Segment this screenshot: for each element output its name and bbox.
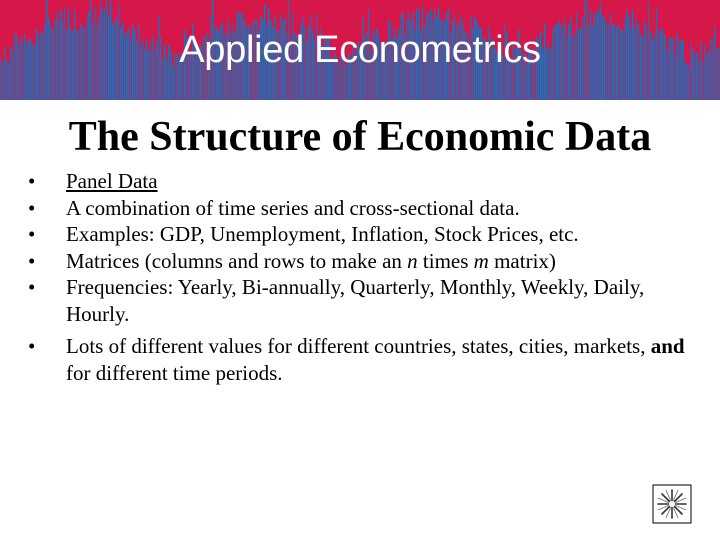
bullet-text: Frequencies: Yearly, Bi-annually, Quarterly, Monthly, Weekly, Daily, Hourly.: [66, 275, 645, 326]
bullet-text-post: matrix): [488, 248, 556, 273]
bullet-text-post: for different time periods.: [66, 360, 283, 385]
bullet-dot: •: [28, 275, 36, 299]
bullet-dot: •: [28, 248, 36, 273]
bullet-dot: •: [28, 195, 36, 220]
bullet-item: [28, 248, 708, 275]
bullet-text-pre: Matrices (columns and rows to make an: [66, 248, 408, 273]
bullet-var-n: n: [407, 248, 418, 273]
bullet-text-mid: times: [417, 248, 474, 273]
bullet-item: [28, 221, 708, 248]
slide-title: The Structure of Economic Data: [68, 114, 652, 160]
bullet-dot: •: [28, 169, 36, 193]
bullet-dot: •: [28, 222, 36, 246]
bullet-item: [28, 195, 708, 222]
starburst-logo-icon: [652, 484, 692, 524]
bullet-text: Panel Data: [66, 169, 158, 193]
bullet-item: [28, 168, 708, 195]
bullet-list: [28, 168, 708, 386]
header-banner: [0, 0, 720, 100]
bullet-text-bold: and: [650, 334, 685, 358]
bullet-var-m: m: [473, 248, 489, 273]
bullet-text: A combination of time series and cross-sectional data.: [66, 195, 520, 220]
bullet-item: [28, 274, 708, 327]
bullet-dot: •: [28, 334, 36, 358]
bullet-text: Examples: GDP, Unemployment, Inflation, Stock Prices, etc.: [66, 222, 579, 246]
bullet-text-pre: Lots of different values for different countries, states, cities, markets,: [66, 334, 651, 358]
bullet-item: [28, 333, 708, 386]
presentation-title: Applied Econometrics: [179, 29, 541, 71]
